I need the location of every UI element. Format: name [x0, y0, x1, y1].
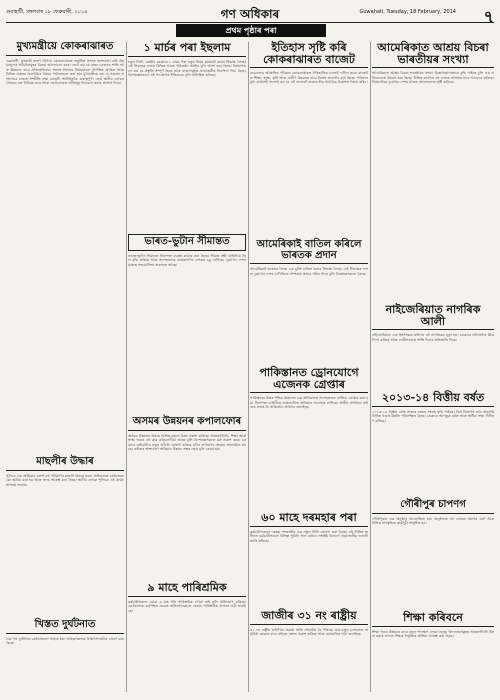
story-injured — [6, 620, 124, 697]
article-body: ভাৰত-ভুটান সীমান্তত নিৰাপত্তা ব্যৱস্থা কঠোৰ কৰা হৈছে। সীমান্ত ৰক্ষী বাহিনীয়ে টহল বৃদ্ধি কৰিছে আৰু সন্দেহজনক কাৰ্যকলাপৰ ওপৰত চকু ৰাখিছে। দুয়োখন দেশৰ মাজত সহযোগিতা অব্যাহত আছে। — [128, 253, 246, 267]
story-stat — [6, 457, 124, 624]
headline: ইতিহাস সৃষ্টি কৰি কোকৰাঝাৰত বাজেট — [250, 42, 368, 68]
story-gauri — [372, 500, 494, 607]
article-body: অসমৰ উন্নয়নৰ বিষয়ে বিভিন্ন মহলে চিন্তা প্ৰকাশ কৰিছে। আন্তঃগাঁথনি, শিক্ষা আৰু স্বাস্থ্য খণ্ডত বহু কাম কৰিবলগীয়া আছে বুলি বিশেষজ্ঞসকলে মত প্ৰকাশ কৰে। চৰকাৰে কেইবাটাও নতুন আঁচনি ঘোষণা কৰিছে যদিও ৰূপায়ণৰ ক্ষেত্ৰত প্ৰত্যাহ্বান আছে। ৰাইজৰ অংশগ্ৰহণ অবিহনে উন্নয়ন সম্ভৱ নহয় বুলি কোৱা হয়। — [128, 433, 246, 452]
headline: শিক্ষা কৰিবনে — [372, 612, 494, 627]
newspaper-page — [6, 6, 494, 694]
article-body: গুৱাহাটী, মুখ্যমন্ত্ৰী তৰুণ গগৈয়ে কোকৰাঝাৰত অনুষ্ঠিত সভাত অংশগ্ৰহণ কৰি উন্নয়নমূলক আঁচনিসমূহৰ বিষয়ে আলোচনা কৰে। তেওঁ কয় যে ৰাজ্য চৰকাৰে শান্তি আৰু উন্নয়নৰ বাবে প্ৰতিশ্ৰুতিবদ্ধ। সভাত জিলাৰ বিষয়াসকল উপস্থিত আছিল আৰু বিভিন্ন প্ৰকল্পৰ অগ্ৰগতিৰ বিষয়ে পৰ্যালোচনা কৰা হয়। মুখ্যমন্ত্ৰীয়ে কয় যে সকলো সম্প্ৰদায়ৰ মাজত সম্প্ৰীতি ৰক্ষা কৰাটো আটাইতকৈ গুৰুত্বপূৰ্ণ। তেওঁ স্থানীয় লোকৰ সৈতেও মত বিনিময় কৰে আৰু তেওঁলোকৰ দাবীসমূহ বিবেচনা কৰাৰ আশ্বাস দিয়ে। — [6, 58, 124, 86]
masthead — [6, 6, 494, 26]
masthead-logo: গণ অধিকাৰ — [220, 7, 280, 21]
article-body: ২০১৩-১৪ বিত্তীয় বৰ্ষত ৰাজ্যৰ ৰাজহ সংগ্ৰহ বৃদ্ধি পাইছে। বিত্ত বিভাগৰ তথ্য অনুসৰি বিভিন্ন খণ্ডত উন্নতি পৰিলক্ষিত হৈছে। চৰকাৰে আগন্তুক বৰ্ষত আৰু অধিক লক্ষ্য নিৰ্ধাৰণ কৰিছে। — [372, 409, 494, 423]
story-pakistan — [250, 367, 368, 511]
article-body: কৰ্মচাৰীসকলে যোৱা ৯ মাহ ধৰি পাৰিশ্ৰমিক পোৱা নাই বুলি অভিযোগ কৰিছে। তেওঁলোকে কৰ্তৃপক্ষৰ ওচৰত অতিসোনকালে বকেয়া পাৰিশ্ৰমিক প্ৰদানৰ দাবী জনাইছে। — [128, 599, 246, 613]
story-fy — [372, 392, 494, 500]
page-number: ৭ — [483, 7, 494, 26]
headline: অসমৰ উন্নয়নৰ কপালফোৰ — [128, 417, 246, 431]
story-march — [128, 42, 246, 235]
story-sixty — [250, 512, 368, 610]
article-body: পাকিস্তানৰ উত্তৰ-পশ্চিম অঞ্চলত এক অভিযানত সন্দেহজনক ব্যক্তিক গ্ৰেপ্তাৰ কৰা হয়। নিৰাপত্তা বাহিনীয়ে অঞ্চলটোত অভিযান অব্যাহত ৰাখিছে। স্থানীয় প্ৰশাসনে ৰাইজক সতৰ্ক হৈ থাকিবলৈ আহ্বান জনাইছে। — [250, 396, 368, 410]
story-shelter — [372, 42, 494, 306]
headline: খিস্তত দুৰ্ঘটনাত — [6, 620, 124, 634]
article-body: আমেৰিকাই ভাৰতৰ সৈতে এক চুক্তি বাতিল কৰাৰ সিদ্ধান্ত লৈছে। এই সিদ্ধান্তৰ ফলত দুয়োখন দেশৰ বাণিজ্যিক সম্পৰ্কত প্ৰভাৱ পৰিব পাৰে বুলি বিশ্লেষকসকলে কৈছে। — [250, 267, 368, 276]
article-body: ৩১ নং ৰাষ্ট্ৰীয় ঘাইপথৰ অৱস্থা অতি শোচনীয় হৈ পৰিছে। যান-বাহন চলাচলত অসুবিধা হোৱাৰ বাবে ৰাইজে ক্ষোভ প্ৰকাশ কৰিছে আৰু মেৰামতিৰ দাবী জনাইছে। — [250, 627, 368, 637]
headline: মাছলীৰ উদ্ধাৰ — [6, 457, 124, 471]
masthead-left-date: গুৱাহাটী, মঙ্গলবাৰ ১৮ ফেব্ৰুৱাৰী, ২০১৪ — [6, 9, 88, 15]
headline: ৯ মাহে পাৰিশ্ৰমিক — [128, 582, 246, 597]
article-body: আমেৰিকাত আশ্ৰয় বিচৰা ভাৰতীয়ৰ সংখ্যা উল্লেখযোগ্যভাৱে বৃদ্ধি পাইছে বুলি এক প্ৰতিবেদনত উল্লেখ কৰা হৈছে। বিভিন্ন কাৰণত বহু লোকে আশ্ৰয়ৰ বাবে আবেদন কৰিছে। বিষয়টোৱে দুয়োখন দেশৰ মাজত আলোচনাৰ সৃষ্টি কৰিছে। — [372, 71, 494, 85]
article-body: পুলিচে এক অভিযান চলাই বহু পৰিমাণৰ মাছলী উদ্ধাৰ কৰে। অভিযানত কেইবাজনকো আটক কৰা হয় আৰু তদন্ত আৰম্ভ কৰা হৈছে। স্থানীয় লোকে পুলিচৰ এই কাৰ্যক স্বাগতম জনায়। — [6, 473, 124, 487]
headline: গৌৰীপুৰ চাপণগ — [372, 500, 494, 514]
headline: জাজীৰ ৩১ নং ৰাষ্ট্ৰীয় — [250, 610, 368, 625]
column-divider — [370, 42, 371, 692]
section-banner: প্ৰথম পৃষ্ঠাৰ পৰা — [176, 24, 326, 37]
headline: ১ মাৰ্চৰ পৰা ইছলাম — [128, 42, 246, 57]
story-capture — [128, 417, 246, 584]
headline: ২০১৩-১৪ বিত্তীয় বৰ্ষত — [372, 392, 494, 407]
article-body: বড়োলেণ্ড আঞ্চলিক পৰিষদে কোকৰাঝাৰত ঐতিহাসিক বাজেট দাখিল কৰে। বাজেটত শিক্ষা, স্বাস্থ্য, কৃষি আৰু গ্ৰামীণ উন্নয়নৰ বাবে বিশেষ আবণ্টন ৰখা হৈছে। পৰিষদৰ মুখ্য কাৰ্যবাহী সদস্যই কয় যে এই বাজেটে অঞ্চলটোৰ সামগ্ৰিক বিকাশত সহায় কৰিব। — [250, 71, 368, 85]
article-body: কৰ্মচাৰীসকলৰ দৰমহা সংক্ৰান্তীয় এক নতুন নীতি ঘোষণা কৰা হৈছে। এই নীতিৰ অধীনত কৰ্মচাৰীসকলে বিভিন্ন সুবিধা লাভ কৰিব। সংশ্লিষ্ট বিভাগে প্ৰয়োজনীয় জাননী জাৰি কৰিছে। — [250, 529, 368, 543]
column-divider — [248, 42, 249, 692]
headline: পাকিস্তানত ড্ৰোনযোগে এজেনক গ্ৰেপ্তাৰ — [250, 367, 368, 393]
headline: ভাৰত-ভুটান সীমান্তত — [128, 234, 246, 251]
headline: নাইজেৰিয়াত নাগৰিক আলী — [372, 304, 494, 330]
article-body: নাইজেৰিয়াত এক হিংসাত্মক ঘটনাত বহু নাগৰিকৰ মৃত্যু হয়। চৰকাৰে ঘটনাটোৰ তীব্ৰ নিন্দা কৰিছে আৰু দোষীসকলক শাস্তি দিয়াৰ প্ৰতিশ্ৰুতি দিছে। — [372, 333, 494, 342]
column-divider — [126, 42, 127, 692]
headline: মুখ্যমন্ত্ৰীয়ে কোকৰাঝাৰত — [6, 42, 124, 56]
masthead-right-date: Guwahati, Tuesday, 18 February, 2014 — [359, 9, 456, 15]
article-body: গৌৰীপুৰত এক অনুষ্ঠান আয়োজিত হয়। অনুষ্ঠানত বহু লোকৰ সমাগম ঘটে আৰু বিভিন্ন সাংস্কৃতিক কাৰ্যসূচী অনুষ্ঠিত হয়। — [372, 516, 494, 526]
article-body: এক পথ দুৰ্ঘটনাত কেইবাজনো আহত হয়। আহতসকলক চিকিৎসালয়লৈ প্ৰেৰণ কৰা হৈছে। — [6, 636, 124, 646]
story-ninemonths — [128, 582, 246, 700]
story-jajir — [250, 610, 368, 698]
story-civic — [372, 304, 494, 403]
story-american — [250, 240, 368, 362]
story-history — [250, 42, 368, 241]
article-body: নতুন দিল্লী, কেন্দ্ৰীয় চৰকাৰে ১ মাৰ্চৰ পৰা নতুন নিয়ম কাৰ্যকৰী কৰাৰ সিদ্ধান্ত লৈছে। এই সিদ্ধান্তৰ ফলত বিভিন্ন খণ্ডত পৰিৱৰ্তন আহিব বুলি আশা কৰা হৈছে। বিষয়াসকলে কয় যে প্ৰস্তুতি সম্পূৰ্ণ হৈছে আৰু ৰাজ্যসমূহক প্ৰয়োজনীয় নিৰ্দেশনা দিয়া হৈছে। বিশেষজ্ঞসকলে এই পদক্ষেপক ইতিবাচক বুলি অভিহিত কৰিছে। — [128, 59, 246, 78]
headline: আমেৰিকাই বাতিল কৰিলে ভাৰতক প্ৰদান — [250, 240, 368, 264]
article-body: শিক্ষা খণ্ডৰ উন্নয়নৰ বাবে নতুন পদক্ষেপ লোৱা হৈছে। বিদ্যালয়সমূহত আন্তঃগাঁথনি উন্নত কৰাৰ লগতে শিক্ষক নিযুক্তিৰ প্ৰক্ৰিয়া আৰম্ভ কৰা হৈছে। — [372, 629, 494, 639]
headline: ৬০ মাহে দৰমহাৰ পৰা — [250, 512, 368, 527]
story-bhutan — [128, 234, 246, 419]
story-shiksha — [372, 612, 494, 700]
headline: আমেৰিকাত আশ্ৰয় বিচৰা ভাৰতীয়ৰ সংখ্যা — [372, 42, 494, 68]
story-cm — [6, 42, 124, 459]
